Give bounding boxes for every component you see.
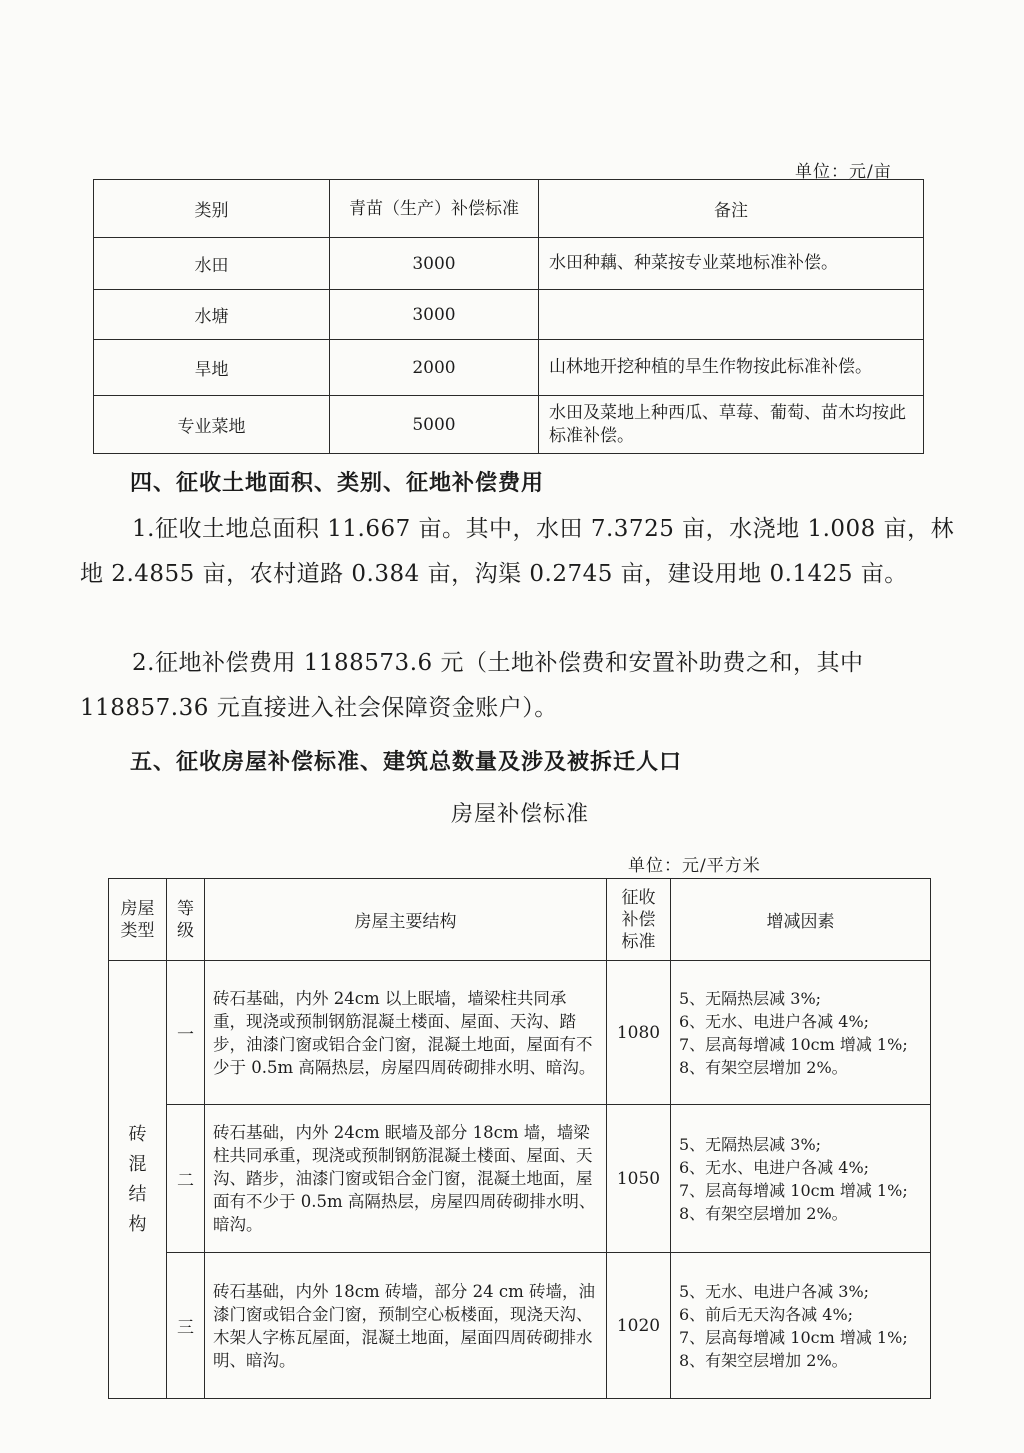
table-row bbox=[94, 238, 924, 290]
category-cell: 旱地 bbox=[94, 340, 330, 396]
factor-item: 5、无隔热层减 3%; bbox=[679, 1134, 822, 1154]
structure-cell: 砖石基础，内外 18cm 砖墙，部分 24 cm 砖墙，油漆门窗或铝合金门窗，预制空心板楼面，现浇天沟、木架人字栋瓦屋面，混凝土地面，屋面四周砖砌排水明、暗沟。 bbox=[205, 1253, 607, 1399]
category-cell: 水塘 bbox=[94, 290, 330, 340]
grade-cell: 一 bbox=[167, 961, 205, 1105]
section4-heading: 四、征收土地面积、类别、征地补偿费用 bbox=[130, 470, 545, 496]
factor-item: 5、无隔热层减 3%; bbox=[679, 988, 822, 1008]
section4-paragraph-2: 2.征地补偿费用 1188573.6 元（土地补偿费和安置补助费之和，其中 118857.36 元直接进入社会保障资金账户）。 bbox=[80, 650, 864, 721]
table1-unit: 单位：元/亩 bbox=[795, 162, 892, 182]
factors-cell bbox=[671, 961, 931, 1105]
structure-cell: 砖石基础，内外 24cm 以上眠墙，墙梁柱共同承重，现浇或预制钢筋混凝土楼面、屋面、天沟、踏步，油漆门窗或铝合金门窗，混凝土地面，屋面有不少于 0.5m 高隔热层，房屋四周砖砌排水明、暗沟。 bbox=[205, 961, 607, 1105]
section5-heading: 五、征收房屋补偿标准、建筑总数量及涉及被拆迁人口 bbox=[130, 749, 683, 775]
value-cell: 1020 bbox=[607, 1253, 671, 1399]
structure-cell: 砖石基础，内外 24cm 眠墙及部分 18cm 墙，墙梁柱共同承重，现浇或预制钢筋混凝土楼面、屋面、天沟、踏步，油漆门窗或铝合金门窗，混凝土地面，屋面有不少于 0.5m 高隔热层，房屋四周砖砌排水明、暗沟。 bbox=[205, 1105, 607, 1253]
category-cell: 专业菜地 bbox=[94, 396, 330, 454]
header-grade-text: 等级 bbox=[177, 898, 194, 941]
note-cell bbox=[539, 290, 924, 340]
table-row bbox=[109, 1105, 931, 1253]
factor-item: 8、有架空层增加 2%。 bbox=[679, 1350, 848, 1370]
factor-item: 7、层高每增减 10cm 增减 1%; bbox=[679, 1327, 908, 1347]
factor-item: 5、无水、电进户各减 3%; bbox=[679, 1281, 870, 1301]
section4-paragraph-1: 1.征收土地总面积 11.667 亩。其中，水田 7.3725 亩，水浇地 1.008 亩，林地 2.4855 亩，农村道路 0.384 亩，沟渠 0.2745 亩，建设用地 0.1425 亩。 bbox=[80, 516, 955, 587]
table-row bbox=[109, 961, 931, 1105]
seedling-compensation-table bbox=[93, 179, 924, 454]
table-row bbox=[94, 340, 924, 396]
factor-item: 7、层高每增减 10cm 增减 1%; bbox=[679, 1034, 908, 1054]
house-type-cell bbox=[109, 961, 167, 1399]
header-structure: 房屋主要结构 bbox=[205, 879, 607, 961]
factor-item: 6、无水、电进户各减 4%; bbox=[679, 1157, 870, 1177]
header-grade bbox=[167, 879, 205, 961]
value-cell: 3000 bbox=[330, 290, 539, 340]
header-house-type-text: 房屋类型 bbox=[120, 898, 155, 941]
table-header-row bbox=[109, 879, 931, 961]
note-cell: 水田及菜地上种西瓜、草莓、葡萄、苗木均按此标准补偿。 bbox=[539, 396, 924, 454]
factor-item: 6、无水、电进户各减 4%; bbox=[679, 1011, 870, 1031]
factor-item: 7、层高每增减 10cm 增减 1%; bbox=[679, 1180, 908, 1200]
category-cell: 水田 bbox=[94, 238, 330, 290]
house-compensation-table bbox=[108, 878, 931, 1399]
header-house-type bbox=[109, 879, 167, 961]
grade-cell: 二 bbox=[167, 1105, 205, 1253]
note-cell: 山林地开挖种植的旱生作物按此标准补偿。 bbox=[539, 340, 924, 396]
header-standard: 青苗（生产）补偿标准 bbox=[330, 180, 539, 238]
value-cell: 1080 bbox=[607, 961, 671, 1105]
factor-item: 8、有架空层增加 2%。 bbox=[679, 1057, 848, 1077]
value-cell: 3000 bbox=[330, 238, 539, 290]
factors-cell bbox=[671, 1105, 931, 1253]
table-row bbox=[94, 396, 924, 454]
table2-unit: 单位：元/平方米 bbox=[628, 856, 761, 876]
header-factors: 增减因素 bbox=[671, 879, 931, 961]
table-header-row bbox=[94, 180, 924, 238]
factor-item: 6、前后无天沟各减 4%; bbox=[679, 1304, 854, 1324]
value-cell: 1050 bbox=[607, 1105, 671, 1253]
header-standard bbox=[607, 879, 671, 961]
table-row bbox=[109, 1253, 931, 1399]
header-note: 备注 bbox=[539, 180, 924, 238]
house-type-text: 砖混结构 bbox=[128, 1123, 147, 1235]
table2-title: 房屋补偿标准 bbox=[450, 802, 589, 827]
header-category: 类别 bbox=[94, 180, 330, 238]
table-row bbox=[94, 290, 924, 340]
value-cell: 5000 bbox=[330, 396, 539, 454]
factors-cell bbox=[671, 1253, 931, 1399]
factor-item: 8、有架空层增加 2%。 bbox=[679, 1203, 848, 1223]
note-cell: 水田种藕、种菜按专业菜地标准补偿。 bbox=[539, 238, 924, 290]
grade-cell: 三 bbox=[167, 1253, 205, 1399]
header-standard-text: 征收补偿标准 bbox=[621, 887, 656, 952]
value-cell: 2000 bbox=[330, 340, 539, 396]
